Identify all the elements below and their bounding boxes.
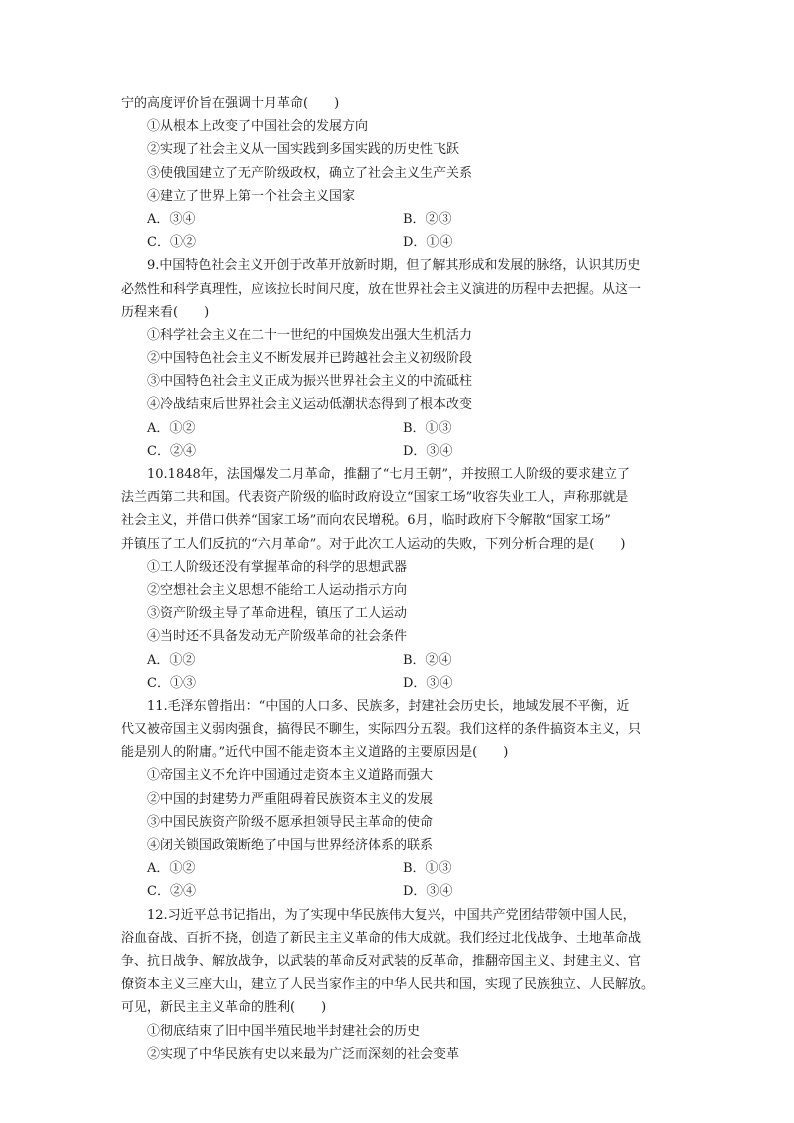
answer-statement: ②中国特色社会主义不断发展并已跨越社会主义初级阶段 bbox=[147, 351, 473, 367]
answer-statement: ②实现了中华民族有史以来最为广泛而深刻的社会变革 bbox=[147, 1046, 460, 1062]
option-b: B．①③ bbox=[403, 861, 452, 877]
option-b: B．②④ bbox=[403, 652, 452, 668]
answer-statement: ②空想社会主义思想不能给工人运动指示方向 bbox=[147, 582, 408, 598]
question-stem-line: 社会主义，并借口供养“国家工场”而向农民增税。6月，临时政府下令解散“国家工场” bbox=[121, 513, 611, 529]
question-9 bbox=[121, 254, 679, 463]
question-stem-line: 9.中国特色社会主义开创于改革开放新时期，但了解其形成和发展的脉络，认识其历史 bbox=[147, 258, 641, 274]
question-stem-line: 宁的高度评价旨在强调十月革命( ) bbox=[121, 96, 340, 111]
option-d: D．③④ bbox=[403, 675, 453, 691]
answer-statement: ④闭关锁国政策断绝了中国与世界经济体系的联系 bbox=[147, 838, 434, 853]
option-row bbox=[121, 672, 679, 695]
question-stem-line: 历程来看( ) bbox=[121, 304, 210, 320]
option-c: C．①③ bbox=[147, 675, 196, 691]
option-d: D．①④ bbox=[403, 235, 453, 251]
option-row bbox=[121, 857, 679, 880]
question-stem-line: 法兰西第二共和国。代表资产阶级的临时政府设立“国家工场”收容失业工人，声称那就是 bbox=[121, 490, 629, 506]
answer-statement: ④当时还不具备发动无产阶级革命的社会条件 bbox=[147, 629, 408, 645]
question-stem-line: 浴血奋战、百折不挠，创造了新民主主义革命的伟大成就。我们经过北伐战争、土地革命战 bbox=[121, 930, 642, 946]
option-b: B．①③ bbox=[403, 420, 452, 436]
option-row bbox=[121, 649, 679, 672]
question-stem-line: 11.毛泽东曾指出：“中国的人口多、民族多，封建社会历史长，地域发展不平衡，近 bbox=[147, 698, 630, 714]
answer-statement: ①从根本上改变了中国社会的发展方向 bbox=[147, 119, 369, 135]
answer-statement: ②实现了社会主义从一国实践到多国实践的历史性飞跃 bbox=[147, 142, 460, 158]
answer-statement: ③资产阶级主导了革命进程，镇压了工人运动 bbox=[147, 606, 408, 622]
option-b: B．②③ bbox=[403, 211, 452, 227]
option-row bbox=[121, 440, 679, 463]
question-10 bbox=[121, 463, 679, 695]
option-a: A．①② bbox=[147, 652, 196, 668]
option-a: A．①② bbox=[147, 420, 196, 436]
option-row bbox=[121, 231, 679, 254]
question-stem-line: 必然性和科学真理性，应该拉长时间尺度，放在世界社会主义演进的历程中去把握。从这一 bbox=[121, 281, 642, 297]
question-12 bbox=[121, 904, 679, 1066]
option-d: D．③④ bbox=[403, 884, 453, 900]
question-8 bbox=[121, 92, 679, 254]
question-stem-line: 代又被帝国主义弱肉强食，搞得民不聊生，实际四分五裂。我们这样的条件搞资本主义，只 bbox=[121, 722, 642, 738]
question-stem-line: 能是别人的附庸。”近代中国不能走资本主义道路的主要原因是( ) bbox=[121, 745, 509, 761]
answer-statement: ③中国民族资产阶级不愿承担领导民主革命的使命 bbox=[147, 814, 434, 830]
answer-statement: ①帝国主义不允许中国通过走资本主义道路而强大 bbox=[147, 768, 434, 784]
option-c: C．②④ bbox=[147, 443, 196, 459]
answer-statement: ①工人阶级还没有掌握革命的科学的思想武器 bbox=[147, 559, 408, 575]
question-stem-line: 可见，新民主主义革命的胜利( ) bbox=[121, 1000, 327, 1016]
answer-statement: ③使俄国建立了无产阶级政权，确立了社会主义生产关系 bbox=[147, 165, 473, 181]
option-a: A．①② bbox=[147, 861, 196, 877]
answer-statement: ②中国的封建势力严重阻碍着民族资本主义的发展 bbox=[147, 791, 434, 807]
question-stem-line: 12.习近平总书记指出，为了实现中华民族伟大复兴，中国共产党团结带领中国人民， bbox=[147, 907, 636, 923]
question-stem-line: 僚资本主义三座大山，建立了人民当家作主的中华人民共和国，实现了民族独立、人民解放。 bbox=[121, 977, 655, 993]
answer-statement: ③中国特色社会主义正成为振兴世界社会主义的中流砥柱 bbox=[147, 374, 473, 390]
option-row bbox=[121, 208, 679, 231]
question-stem-line: 并镇压了工人们反抗的“六月革命”。对于此次工人运动的失败，下列分析合理的是( ) bbox=[121, 536, 626, 552]
question-stem-line: 10.1848年，法国爆发二月革命，推翻了“七月王朝”，并按照工人阶级的要求建立了 bbox=[147, 467, 631, 482]
option-d: D．③④ bbox=[403, 443, 453, 459]
exam-page bbox=[121, 92, 679, 1066]
question-11 bbox=[121, 695, 679, 904]
option-row bbox=[121, 417, 679, 440]
answer-statement: ①彻底结束了旧中国半殖民地半封建社会的历史 bbox=[147, 1023, 421, 1039]
question-stem-line: 争、抗日战争、解放战争，以武装的革命反对武装的反革命，推翻帝国主义、封建主义、官 bbox=[121, 953, 642, 969]
option-c: C．②④ bbox=[147, 884, 196, 900]
option-a: A．③④ bbox=[147, 211, 196, 227]
answer-statement: ①科学社会主义在二十一世纪的中国焕发出强大生机活力 bbox=[147, 327, 473, 343]
option-row bbox=[121, 880, 679, 903]
answer-statement: ④建立了世界上第一个社会主义国家 bbox=[147, 188, 356, 204]
option-c: C．①② bbox=[147, 235, 196, 251]
answer-statement: ④冷战结束后世界社会主义运动低潮状态得到了根本改变 bbox=[147, 397, 473, 413]
